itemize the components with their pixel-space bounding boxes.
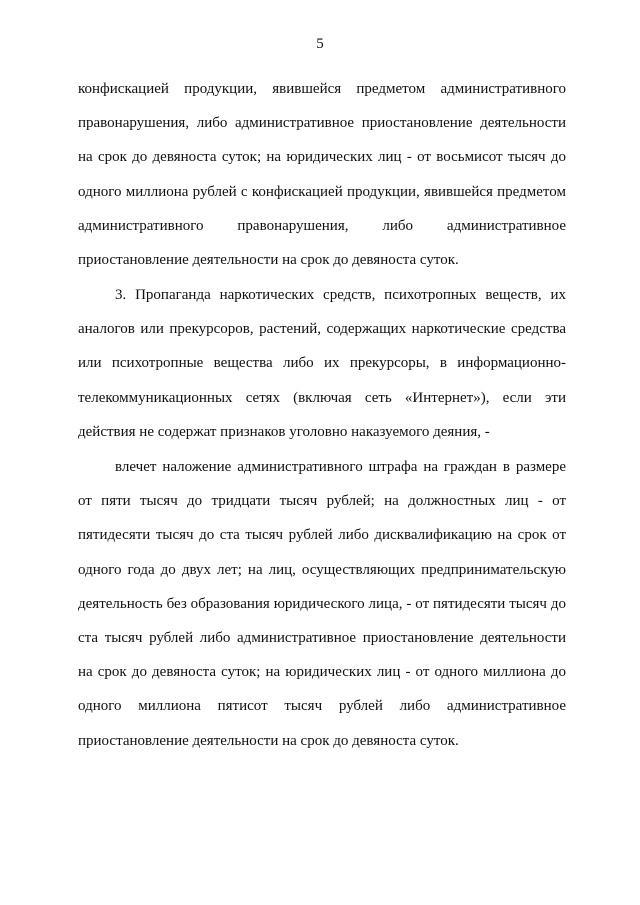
page-number: 5 <box>316 36 324 52</box>
paragraph-penalty: влечет наложение административного штрафа на граждан в размере от пяти тысяч до тридцати тысяч рублей; на должностных лиц - от пятидесяти тысяч до ста тысяч рублей либо дисквалификацию на срок от одного года до двух лет; на лиц, осуществляющих предпринимательскую деятельность без образования юридического лица, - от пятидесяти тысяч до ста тысяч рублей либо административное приостановление деятельности на срок до девяноста суток; на юридических лиц - от одного миллиона до одного миллиона пятисот тысяч рублей либо административное приостановление деятельности на срок до девяноста суток. <box>78 459 566 749</box>
paragraph-continuation: конфискацией продукции, явившейся предметом административного правонарушения, либо административное приостановление деятельности на срок до девяноста суток; на юридических лиц - от восьмисот тысяч до одного миллиона рублей с конфискацией продукции, явившейся предметом административного правонарушения, либо административное приостановление деятельности на срок до девяноста суток. <box>78 81 566 269</box>
paragraph-item-3: 3. Пропаганда наркотических средств, психотропных веществ, их аналогов или прекурсоров, растений, содержащих наркотические средства или психотропные вещества либо их прекурсоры, в информационно-телекоммуникационных сетях (включая сеть «Интернет»), если эти действия не содержат признаков уголовно наказуемого деяния, - <box>78 287 566 440</box>
